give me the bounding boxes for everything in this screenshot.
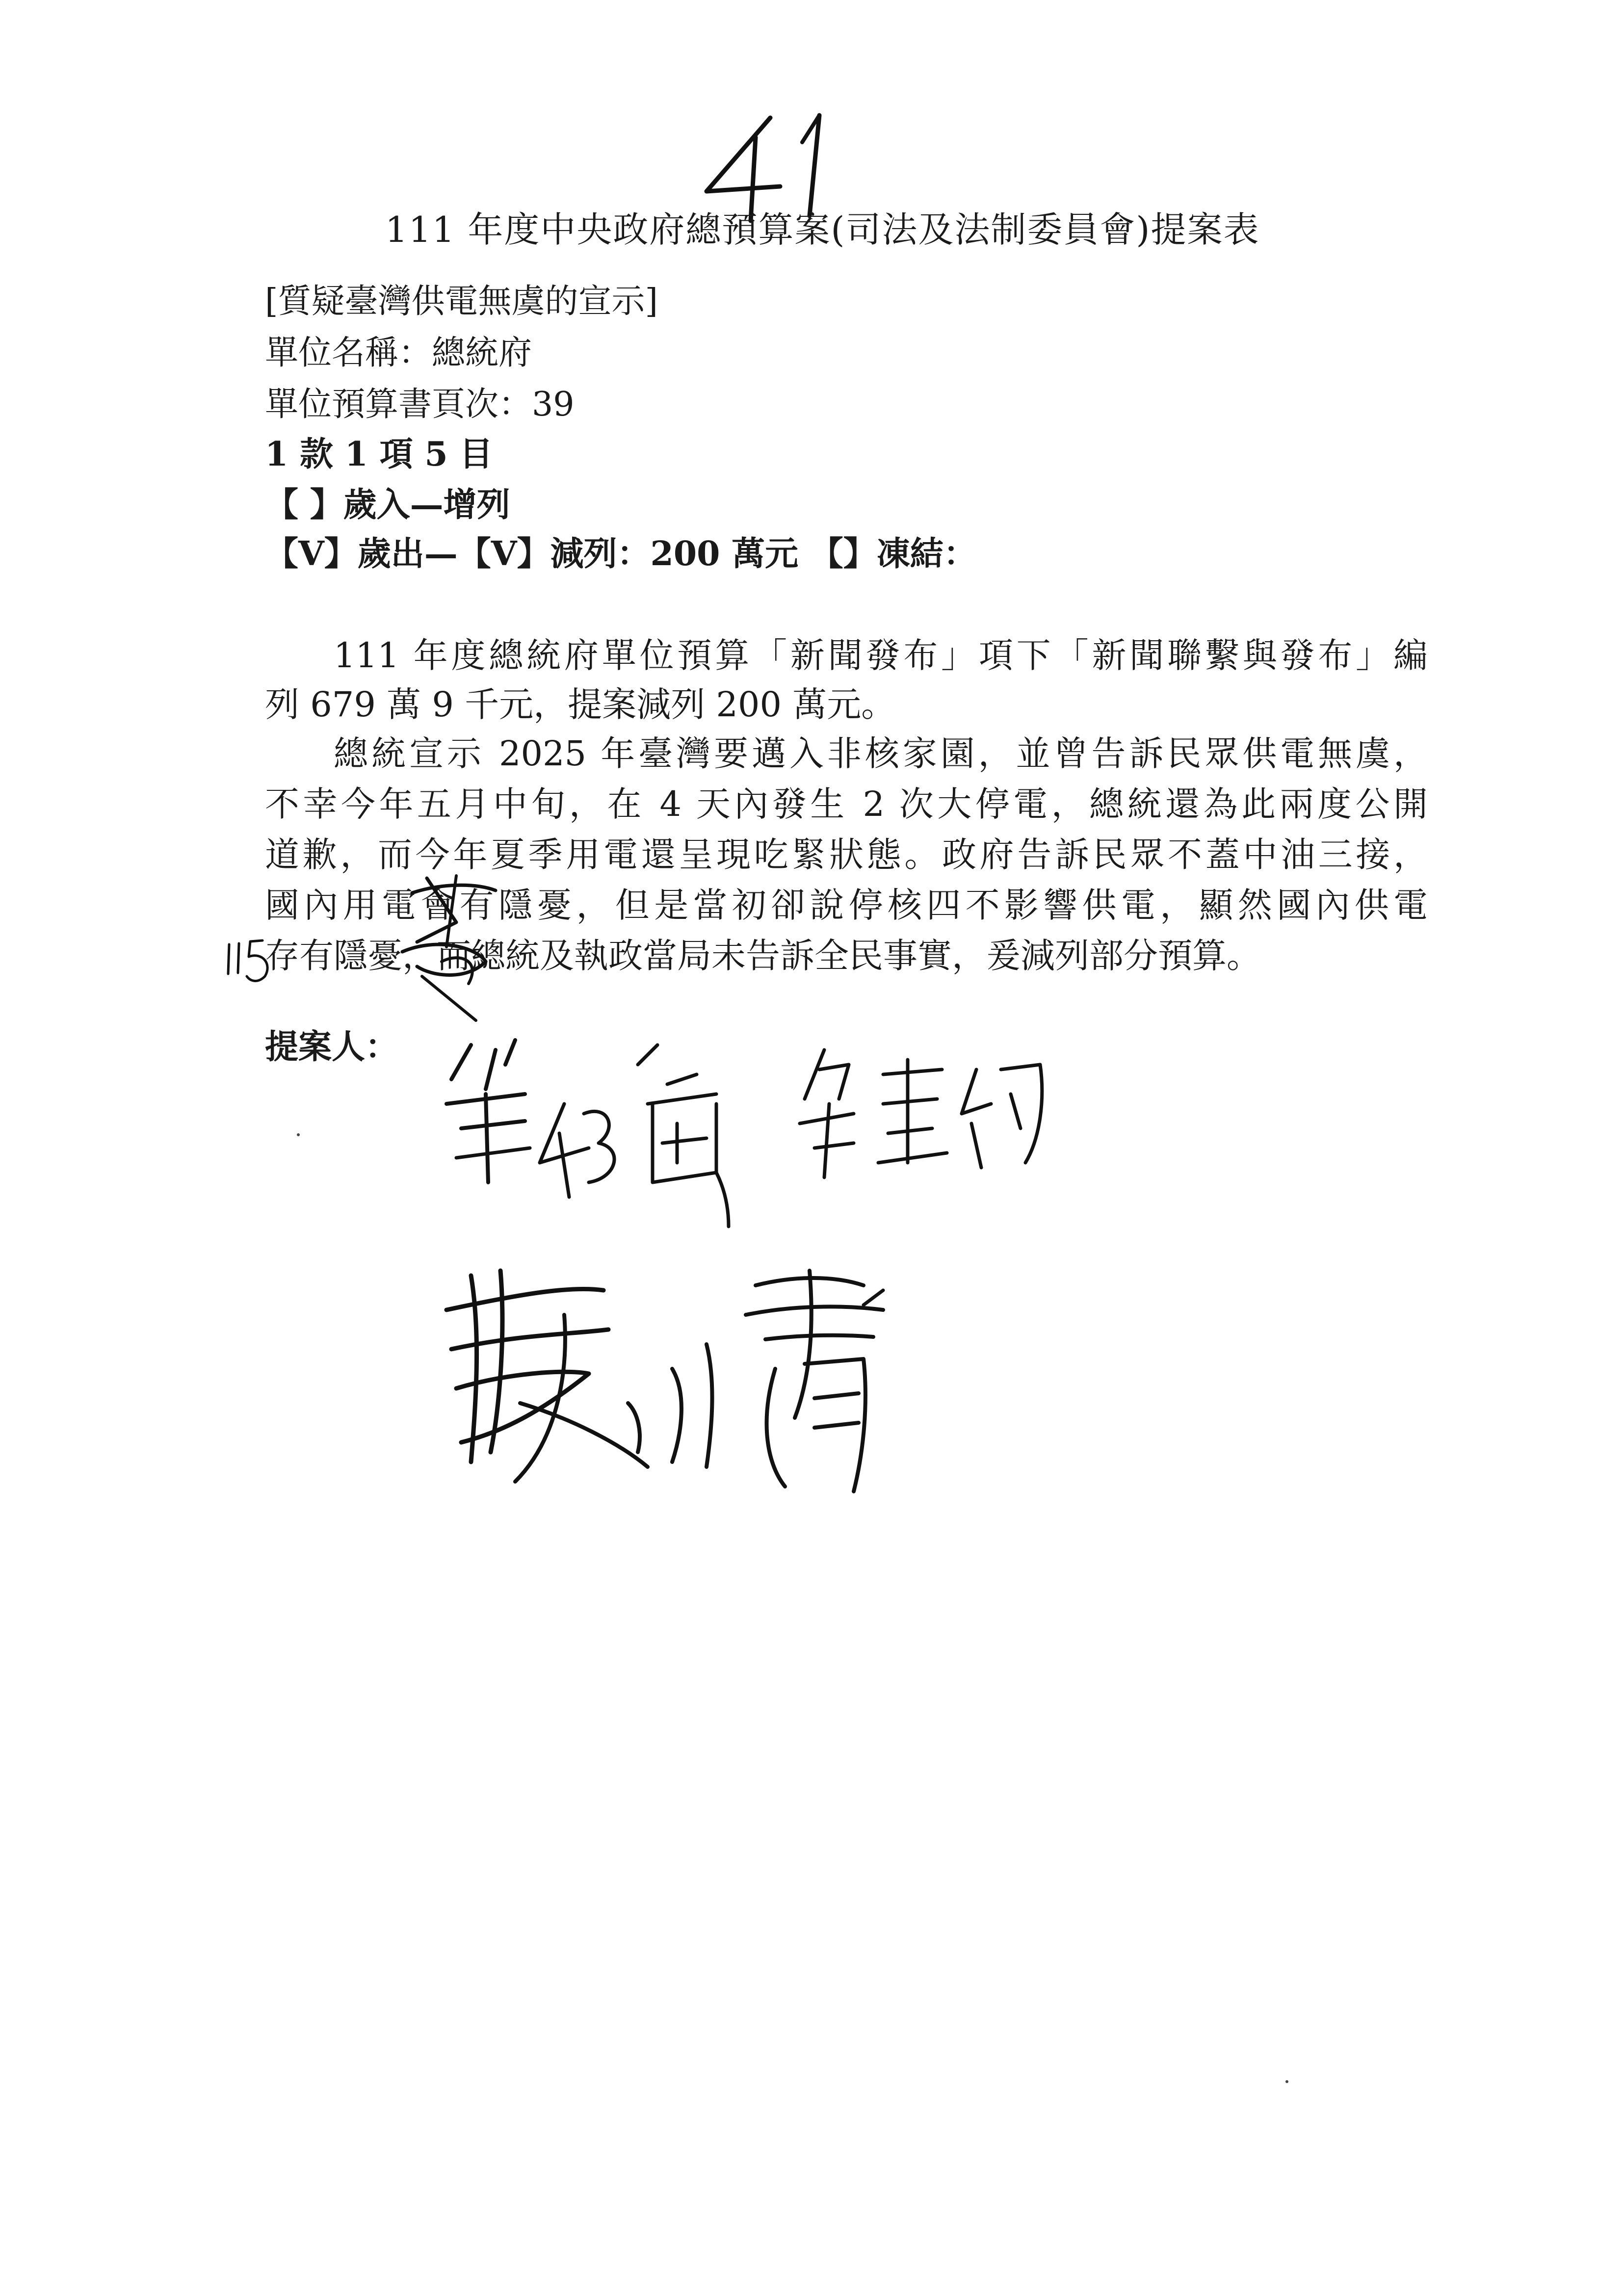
revenue-line: 【 】歲入—增列 <box>265 485 510 524</box>
document-title: 111 年度中央政府總預算案(司法及法制委員會)提案表 <box>385 209 1260 250</box>
signature-1 <box>442 1035 746 1241</box>
margin-note <box>223 935 282 993</box>
budget-page: 單位預算書頁次：39 <box>265 385 575 424</box>
body-line-5: 道歉，而今年夏季用電還呈現吃緊狀態。政府告訴民眾不蓋中油三接， <box>265 835 1428 875</box>
body-line-3: 總統宣示 2025 年臺灣要邁入非核家園，並曾告訴民眾供電無虞， <box>334 733 1428 774</box>
body-line-1: 111 年度總統府單位預算「新聞發布」項下「新聞聯繫與發布」編 <box>334 635 1428 676</box>
scan-speck <box>1285 2080 1288 2083</box>
handwritten-correction <box>383 863 510 1025</box>
body-line-6: 國內用電會有隱憂，但是當初卻說停核四不影響供電，顯然國內供電 <box>265 885 1428 925</box>
proposal-subject: [質疑臺灣供電無虞的宣示] <box>265 282 658 321</box>
scan-speck <box>297 1133 300 1136</box>
body-line-4: 不幸今年五月中旬，在 4 天內發生 2 次大停電，總統還為此兩度公開 <box>265 784 1428 824</box>
item-code: 1 款 1 項 5 目 <box>265 435 493 474</box>
signature-3 <box>442 1256 913 1511</box>
body-line-7: 存有隱憂，而總統及執政當局未告訴全民事實，爰減列部分預算。 <box>265 936 1261 976</box>
unit-name: 單位名稱：總統府 <box>265 334 532 372</box>
signature-2 <box>795 1040 1050 1197</box>
expenditure-line: 【V】歲出—【V】減列：200 萬元 【】凍結： <box>265 534 977 574</box>
body-line-2: 列 679 萬 9 千元，提案減列 200 萬元。 <box>265 684 896 725</box>
proposer-label: 提案人： <box>265 1027 399 1067</box>
